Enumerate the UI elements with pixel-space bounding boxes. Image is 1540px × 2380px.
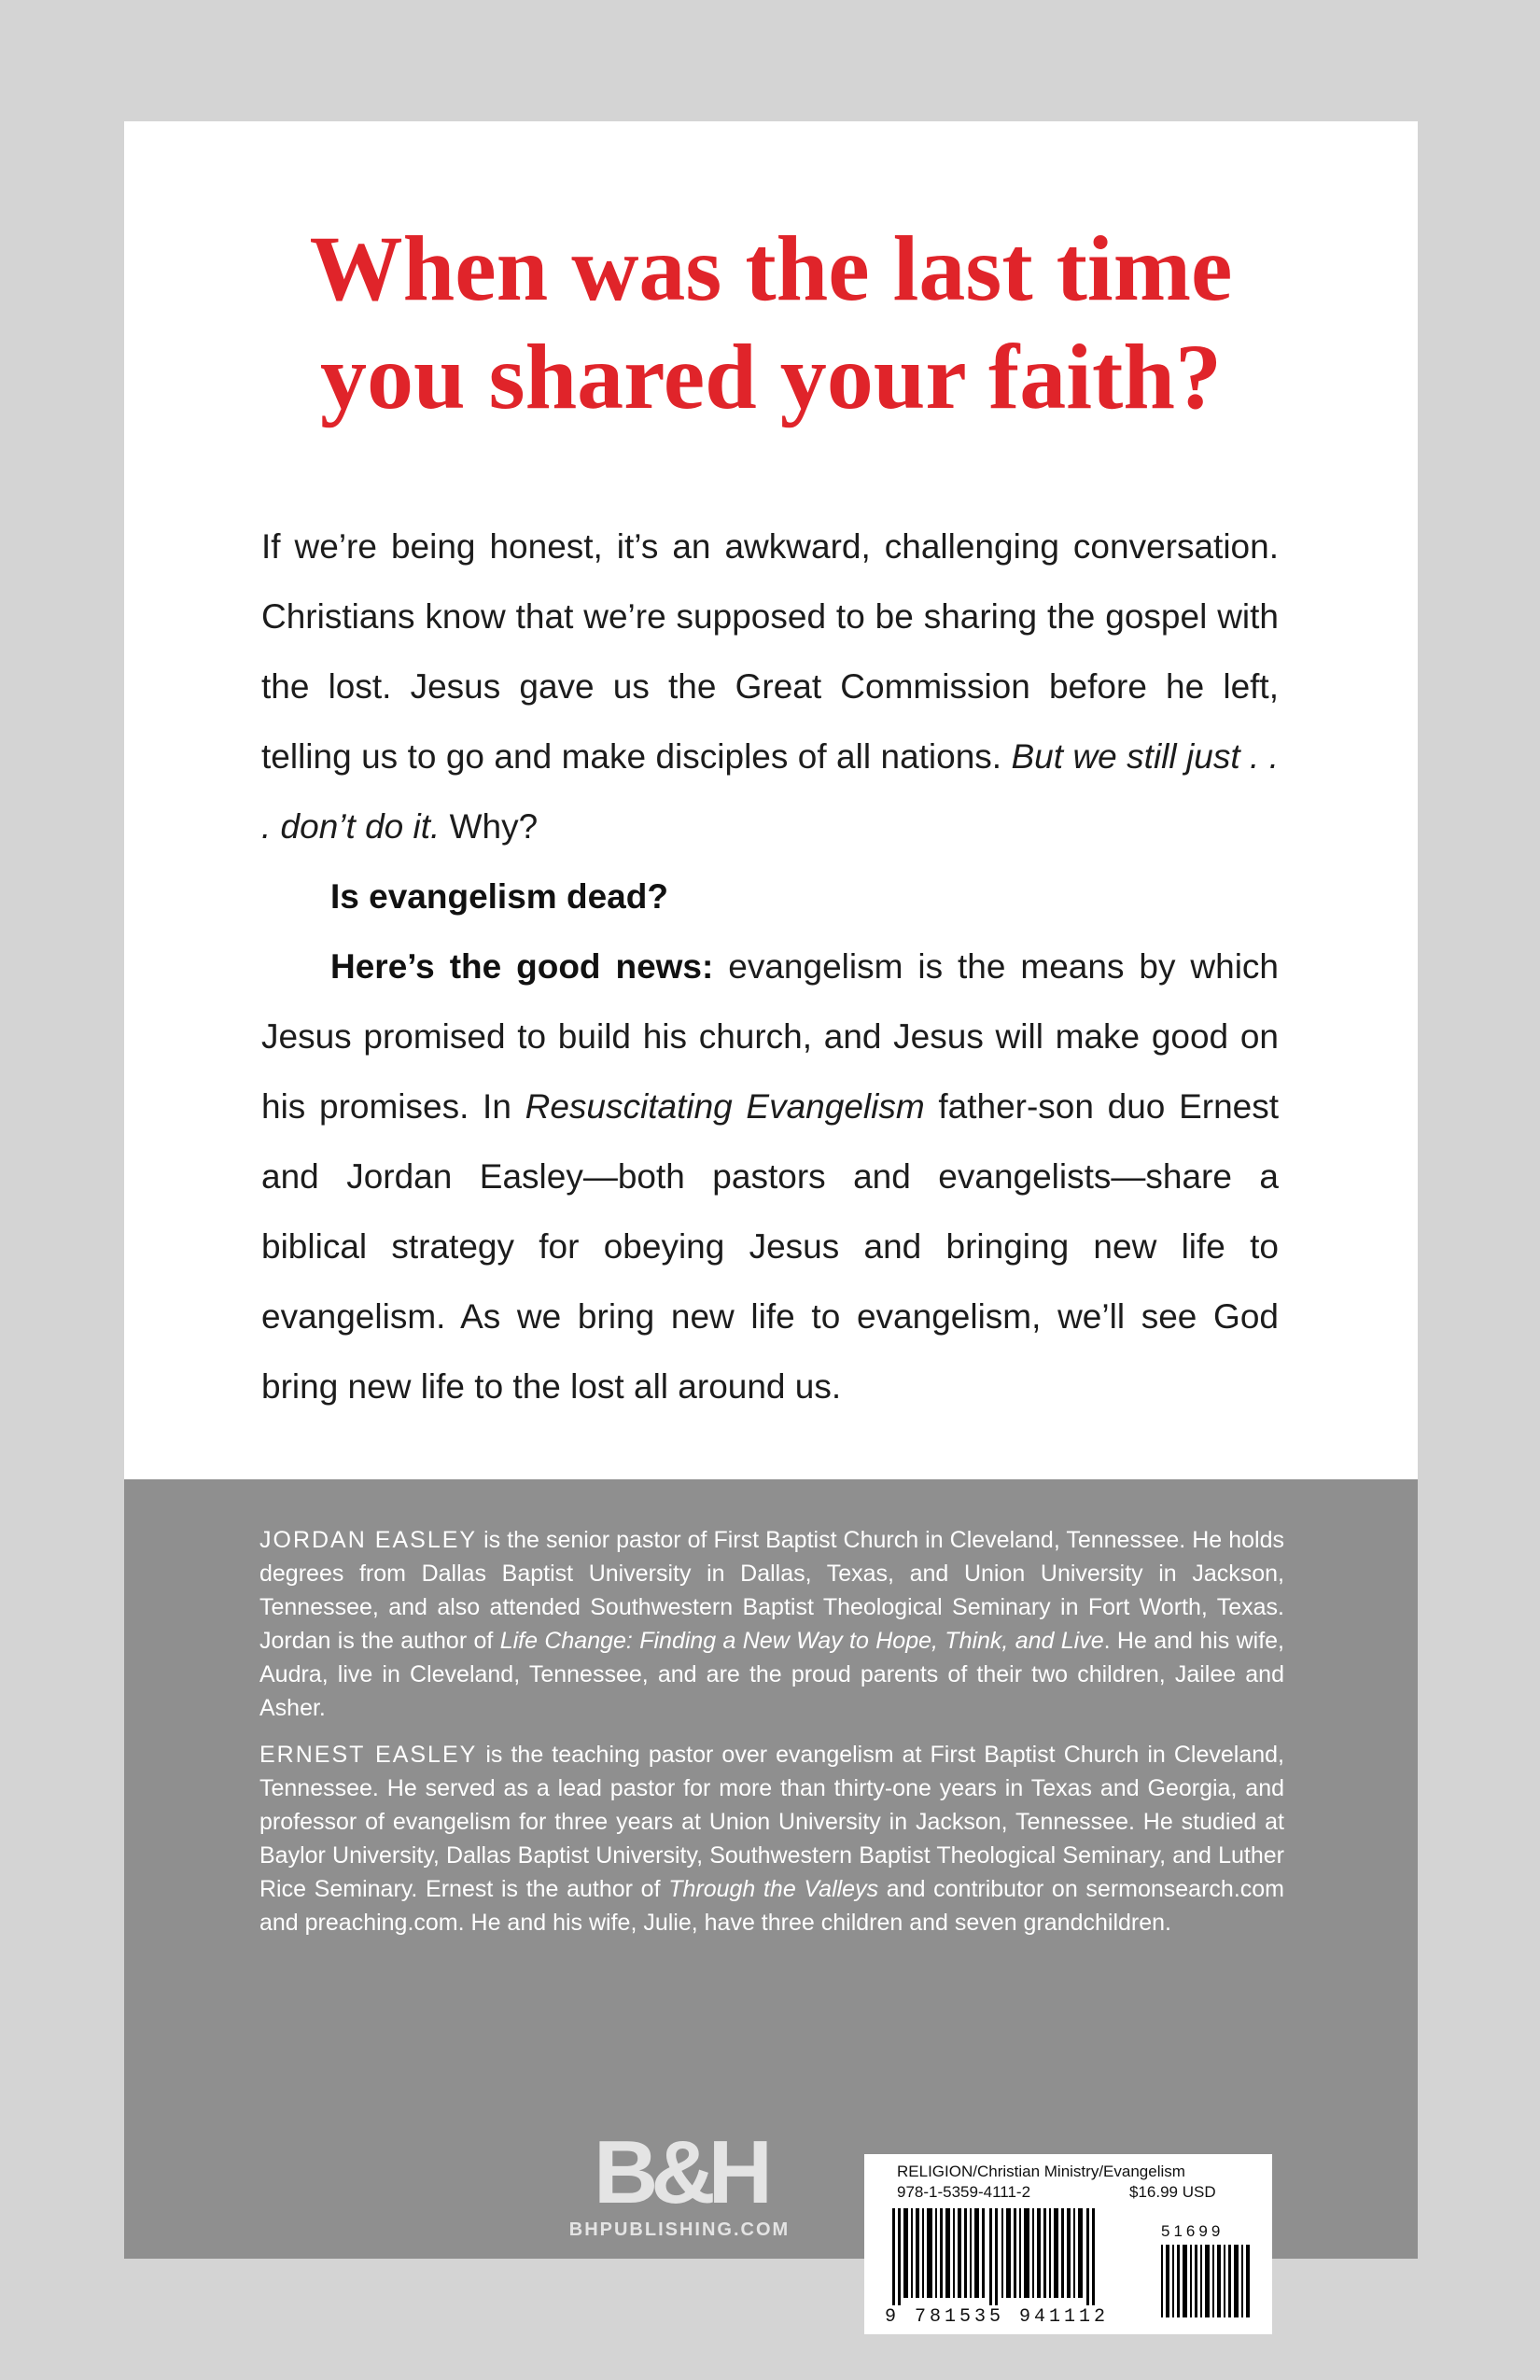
- bio-ernest: [259, 1738, 1284, 1939]
- blurb-panel: [124, 121, 1418, 1479]
- blurb-p3-text-a: evangelism is the means by which Jesus promised to build his church, and Jesus will make good on his promises. In: [261, 947, 1279, 1126]
- blurb-p1-italic: But we still just . . . don’t do it.: [261, 737, 1279, 846]
- isbn-barcode-icon: [892, 2208, 1116, 2305]
- bh-logo-icon: B&H: [594, 2122, 765, 2222]
- price-addon-barcode-icon: [1161, 2245, 1251, 2317]
- author-name-ernest: ERNEST EASLEY: [259, 1742, 478, 1768]
- barcode-isbn: 978-1-5359-4111-2: [897, 2183, 1031, 2201]
- publisher-url: BHPUBLISHING.COM: [568, 2219, 791, 2240]
- publisher-logo: [553, 2122, 805, 2241]
- bio-ernest-text-b: and contributor on sermonsearch.com and preaching.com. He and his wife, Julie, have three children and seven grandchildren.: [259, 1876, 1284, 1936]
- blurb-question: Is evangelism dead?: [330, 877, 668, 916]
- bio-ernest-book: Through the Valleys: [668, 1876, 879, 1902]
- book-title: Resuscitating Evangelism: [525, 1087, 925, 1126]
- blurb-paragraph-1: [261, 511, 1279, 861]
- bio-jordan-text-a: is the senior pastor of First Baptist Church in Cleveland, Tennessee. He holds degrees from Dallas Baptist University in Dallas, Texas, and Union University in Jackson, Tennessee, and also attended Southwestern Baptist Theological Seminary in Fort Worth, Texas. Jordan is the author of: [259, 1527, 1284, 1654]
- blurb-p1-end: Why?: [440, 807, 539, 846]
- barcode-category: RELIGION/Christian Ministry/Evangelism: [897, 2163, 1185, 2180]
- barcode-digits: 9 781535 941112: [885, 2306, 1110, 2328]
- blurb-good-news: Here’s the good news:: [330, 947, 714, 986]
- blurb-paragraph-2: [261, 861, 1279, 931]
- blurb-p3-text-b: father-son duo Ernest and Jordan Easley—both pastors and evangelists—share a biblical strategy for obeying Jesus and bringing new life to evangelism. As we bring new life to evangelism, we’ll see God bring new life to the lost all around us.: [261, 1087, 1280, 1406]
- author-bios: [259, 1523, 1284, 1953]
- bio-ernest-text-a: is the teaching pastor over evangelism at First Baptist Church in Cleveland, Tennessee. He served as a lead pastor for more than thirty-one years in Texas and Georgia, and professor of evangelism for three years at Union University in Jackson, Tennessee. He studied at Baylor University, Dallas Baptist University, Southwestern Baptist Theological Seminary, and Luther Rice Seminary. Ernest is the author of: [259, 1742, 1284, 1902]
- barcode-addon-number: 51699: [1161, 2222, 1225, 2240]
- back-cover: [124, 121, 1418, 2328]
- bio-jordan-text-b: . He and his wife, Audra, live in Cleveland, Tennessee, and are the proud parents of their two children, Jailee and Asher.: [259, 1628, 1284, 1721]
- blurb-p1-text: If we’re being honest, it’s an awkward, challenging conversation. Christians know that we’re supposed to be sharing the gospel with the lost. Jesus gave us the Great Commission before he left, telling us to go and make disciples of all nations.: [261, 527, 1279, 776]
- bio-jordan: [259, 1523, 1284, 1725]
- bio-jordan-book: Life Change: Finding a New Way to Hope, Think, and Live: [499, 1628, 1104, 1654]
- headline-line-1: When was the last time: [309, 217, 1233, 320]
- blurb-paragraph-3: [261, 931, 1279, 1421]
- barcode-label: [864, 2154, 1272, 2334]
- headline: [180, 215, 1362, 431]
- blurb-text: [261, 511, 1279, 1421]
- barcode-price: $16.99 USD: [1129, 2183, 1216, 2201]
- author-name-jordan: JORDAN EASLEY: [259, 1527, 478, 1553]
- headline-line-2: you shared your faith?: [320, 325, 1222, 428]
- author-panel: [124, 1479, 1418, 2328]
